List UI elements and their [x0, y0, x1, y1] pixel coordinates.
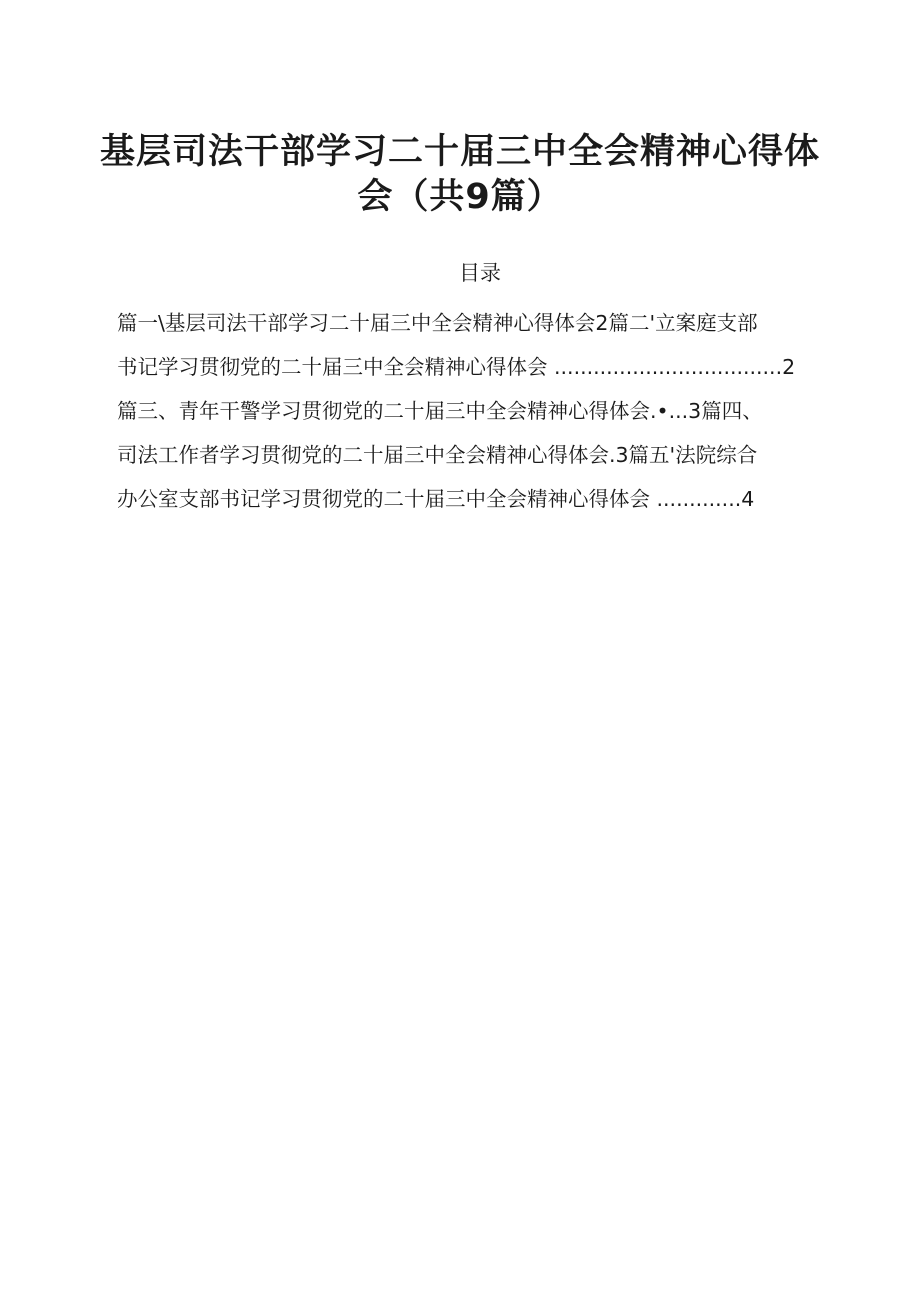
toc-line[interactable]: 篇三、青年干警学习贯彻党的二十届三中全会精神心得体会.•...3篇四、 [117, 399, 763, 423]
toc-line[interactable]: 司法工作者学习贯彻党的二十届三中全会精神心得体会.3篇五'法院综合 [117, 443, 758, 467]
toc-line[interactable]: 篇一\基层司法干部学习二十届三中全会精神心得体会2篇二'立案庭支部 [117, 311, 758, 335]
toc-heading: 目录 [459, 261, 501, 285]
toc-line[interactable]: 办公室支部书记学习贯彻党的二十届三中全会精神心得体会 .............4 [117, 487, 755, 511]
toc-line[interactable]: 书记学习贯彻党的二十届三中全会精神心得体会 ...................................2 [117, 355, 796, 379]
document-title-line-1: 基层司法干部学习二十届三中全会精神心得体 [99, 132, 820, 172]
document-title-line-2: 会（共9篇） [357, 177, 563, 217]
